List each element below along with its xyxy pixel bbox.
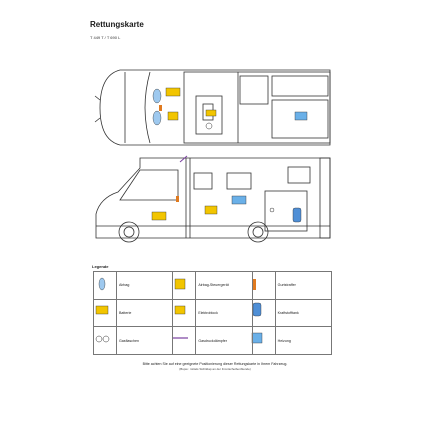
airbag-icon [153,111,161,125]
legend-icon-cell [173,327,196,355]
vehicle-side-view [96,158,330,242]
legend-icon-cell [252,299,275,327]
electro-block-icon [205,206,217,214]
legend-label: Gasdruckdämpfer [196,327,252,355]
legend-row [94,272,332,300]
footnote-line: Bitte achten Sie auf eine geeignete Positionierung dieser Rettungskarte in Ihrem Fahrzeug. [142,362,288,366]
battery-icon [152,212,166,220]
legend-icon-cell [94,272,117,300]
model-subtitle: T 449 T / T 690 L [90,35,121,40]
airbag-icon [153,89,161,103]
gas-bottles-icon [270,208,274,212]
gas-bottles-icon [206,123,212,129]
fuel-tank-icon [293,208,301,222]
legend-row [94,327,332,355]
legend-label: Gasflaschen [117,327,173,355]
legend-table [93,271,332,355]
vehicle-top-view [95,70,330,145]
seatbelt-tensioner-icon [159,105,162,111]
electro-block-icon [168,112,178,120]
legend-label: Kraftstofftank [275,299,331,327]
legend-icon-cell [252,327,275,355]
legend-label: Airbag [117,272,173,300]
footnote-subline: (Bspw.: mittels Sichtklap an der Frontscheibenblende) [179,367,251,371]
legend-row [94,299,332,327]
legend-heading: Legende [92,264,109,269]
seatbelt-tensioner-icon [176,196,179,202]
legend-label: Airbag-Steuergerät [196,272,252,300]
legend-icon-cell [94,327,117,355]
legend-label: Batterie [117,299,173,327]
legend-icon-cell [94,299,117,327]
side-view-components [152,156,301,222]
legend-icon-cell [173,299,196,327]
heating-icon [295,112,307,120]
legend-label: Heizung [275,327,331,355]
battery-icon [166,88,180,96]
heating-icon [232,196,246,204]
page-title: Rettungskarte [90,20,144,29]
legend-label: Gurtstraffer [275,272,331,300]
footnote [90,362,340,372]
top-view-components [153,88,307,129]
legend-icon-cell [173,272,196,300]
legend-icon-cell [252,272,275,300]
legend-label: Elektroblock [196,299,252,327]
battery-icon [206,110,216,116]
